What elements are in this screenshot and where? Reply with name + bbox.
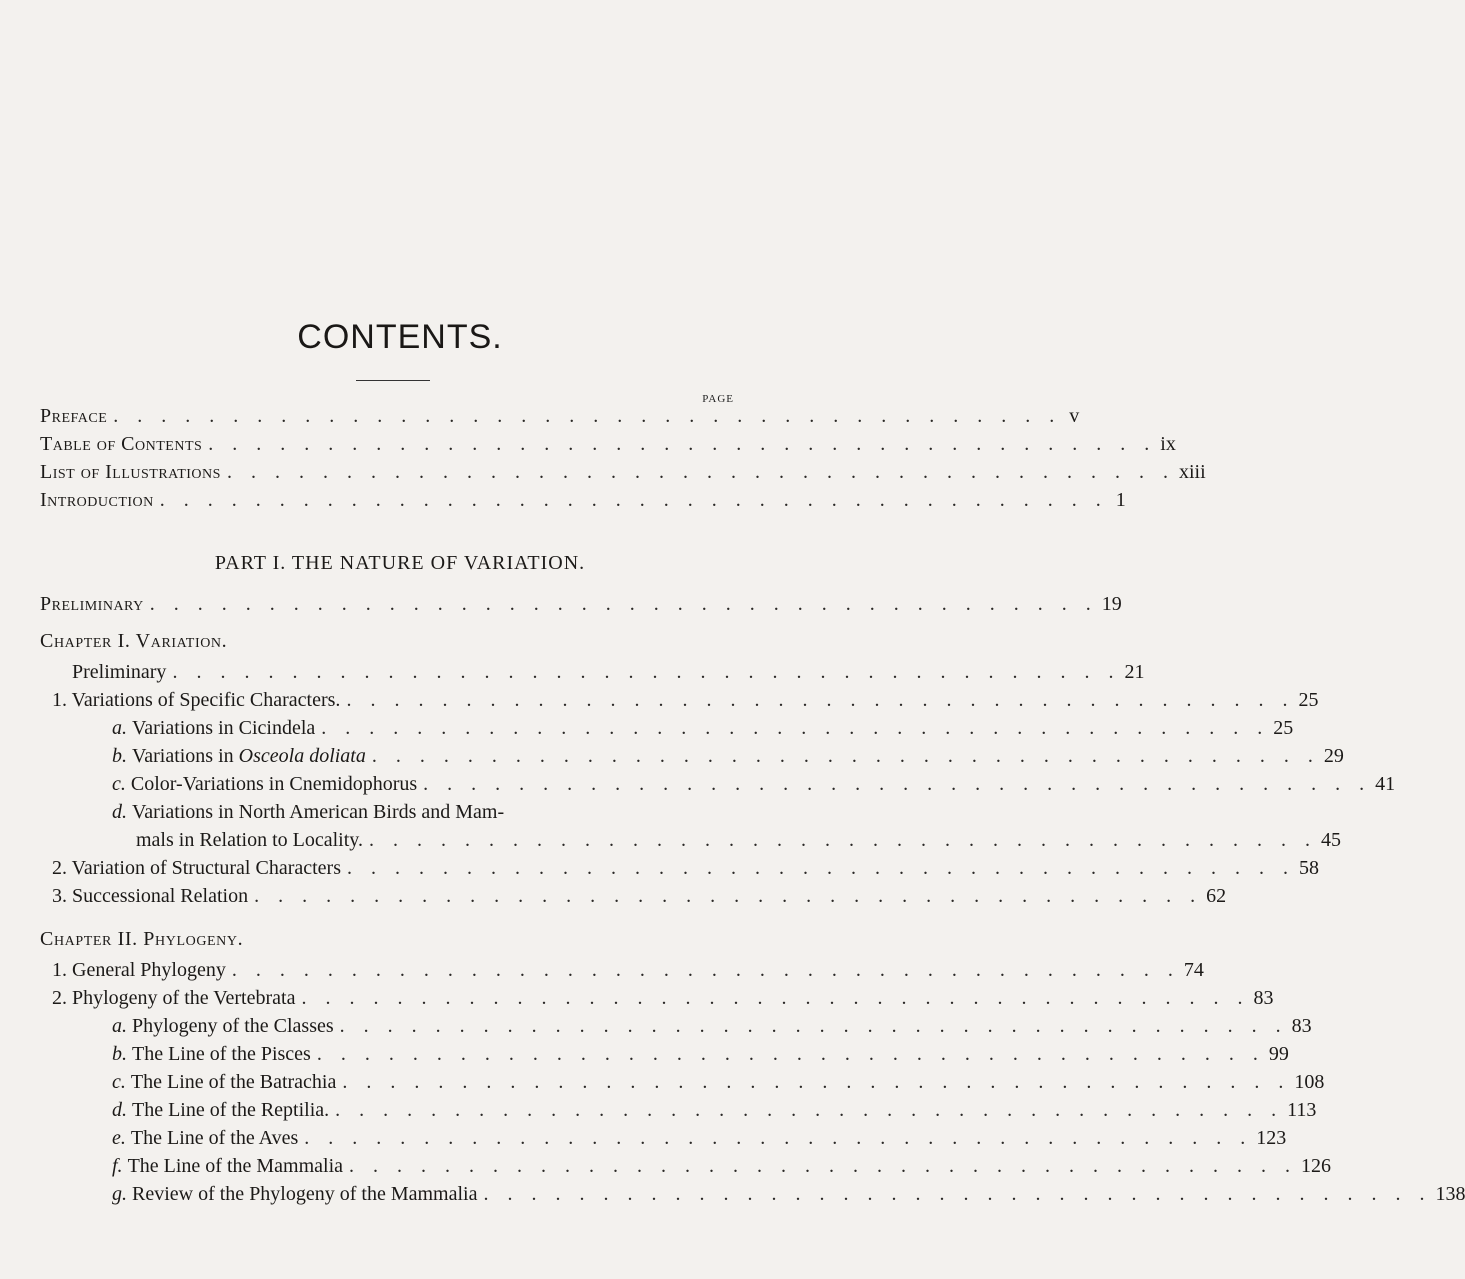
toc-entry-page: 74 bbox=[1183, 959, 1204, 981]
toc-entry-page: 58 bbox=[1298, 857, 1319, 879]
toc-entry-label: The Line of the Mammalia bbox=[127, 1155, 344, 1177]
toc-entry-label-italic: Osceola doliata bbox=[238, 745, 366, 767]
toc-entry-label: Introduction bbox=[40, 489, 154, 511]
toc-entry[interactable] bbox=[72, 658, 1145, 686]
toc-entry-preface[interactable] bbox=[40, 402, 1080, 430]
toc-entry-label-line1: Variations in North American Birds and Mam- bbox=[132, 801, 505, 823]
toc-entry-page: 45 bbox=[1321, 829, 1341, 851]
toc-entry-page: 99 bbox=[1268, 1043, 1289, 1065]
toc-entry-page: 123 bbox=[1256, 1127, 1287, 1149]
toc-entry-page: 113 bbox=[1287, 1099, 1317, 1121]
leader-dots: . . . . . . . . . . . . . . . . . . . . . . . . . . . . . . . . . . . . . . . . bbox=[304, 1127, 1253, 1149]
toc-entry[interactable] bbox=[136, 826, 1341, 854]
toc-entry[interactable] bbox=[112, 1096, 1317, 1124]
entry-marker: a. bbox=[112, 1015, 127, 1037]
toc-entry-label: 1. General Phylogeny bbox=[52, 959, 226, 981]
toc-entry[interactable] bbox=[112, 1152, 1332, 1180]
toc-entry-page: v bbox=[1069, 405, 1080, 427]
toc-entry[interactable] bbox=[112, 742, 1344, 770]
toc-entry-label: Variations in Cicindela bbox=[132, 717, 316, 739]
entry-marker: b. bbox=[112, 1043, 127, 1065]
leader-dots: . . . . . . . . . . . . . . . . . . . . . . . . . . . . . . . . . . . . . . . . bbox=[349, 1155, 1298, 1177]
toc-entry-introduction[interactable] bbox=[40, 486, 1126, 514]
toc-entry-label: The Line of the Batrachia bbox=[130, 1071, 337, 1093]
toc-entry-page: 1 bbox=[1115, 489, 1126, 511]
entry-marker: d. bbox=[112, 801, 127, 823]
entry-marker: b. bbox=[112, 745, 127, 767]
toc-entry-table-of-contents[interactable] bbox=[40, 430, 1176, 458]
toc-entry-label: The Line of the Pisces bbox=[132, 1043, 311, 1065]
toc-entry-label: 1. Variations of Specific Characters. bbox=[52, 689, 341, 711]
toc-entry[interactable] bbox=[112, 1124, 1287, 1152]
toc-entry-page: 25 bbox=[1273, 717, 1294, 739]
toc-entry-page: 25 bbox=[1298, 689, 1319, 711]
toc-entry[interactable] bbox=[112, 1040, 1289, 1068]
leader-dots: . . . . . . . . . . . . . . . . . . . . . . . . . . . . . . . . . . . . . . . . bbox=[346, 689, 1295, 711]
leader-dots: . . . . . . . . . . . . . . . . . . . . . . . . . . . . . . . . . . . . . . . . bbox=[316, 1043, 1265, 1065]
toc-entry-label: 3. Successional Relation bbox=[52, 885, 249, 907]
entry-marker: c. bbox=[112, 773, 126, 795]
toc-entry[interactable] bbox=[52, 854, 1319, 882]
toc-entry-label: mals in Relation to Locality. bbox=[136, 829, 363, 851]
leader-dots: . . . . . . . . . . . . . . . . . . . . . . . . . . . . . . . . . . . . . . . . bbox=[483, 1183, 1432, 1205]
page-title: CONTENTS. bbox=[297, 318, 503, 356]
leader-dots: . . . . . . . . . . . . . . . . . . . . . . . . . . . . . . . . . . . . . . . . bbox=[149, 593, 1098, 615]
leader-dots: . . . . . . . . . . . . . . . . . . . . . . . . . . . . . . . . . . . . . . . . bbox=[346, 857, 1295, 879]
toc-entry-label: Phylogeny of the Classes bbox=[132, 1015, 334, 1037]
toc-entry-page: 83 bbox=[1253, 987, 1274, 1009]
toc-entry-label: 2. Variation of Structural Characters bbox=[52, 857, 341, 879]
toc-entry-page: 19 bbox=[1101, 593, 1122, 615]
page-column-heading: PAGE bbox=[702, 393, 734, 405]
toc-entry-label: The Line of the Aves bbox=[130, 1127, 299, 1149]
entry-marker: c. bbox=[112, 1071, 126, 1093]
entry-marker: a. bbox=[112, 717, 127, 739]
chapter-heading: Chapter II. Phylogeny. bbox=[40, 928, 244, 950]
toc-entry-label: Color-Variations in Cnemidophorus bbox=[130, 773, 418, 795]
toc-entry-label: Preliminary bbox=[40, 593, 144, 615]
toc-entry-page: 126 bbox=[1301, 1155, 1332, 1177]
entry-marker: e. bbox=[112, 1127, 126, 1149]
entry-marker: f. bbox=[112, 1155, 123, 1177]
leader-dots: . . . . . . . . . . . . . . . . . . . . . . . . . . . . . . . . . . . . . . . . bbox=[301, 987, 1250, 1009]
toc-entry-page: ix bbox=[1160, 433, 1176, 455]
leader-dots: . . . . . . . . . . . . . . . . . . . . . . . . . . . . . . . . . . . . . . . . bbox=[321, 717, 1270, 739]
title-rule bbox=[356, 380, 430, 381]
toc-entry-line1[interactable] bbox=[112, 798, 734, 826]
leader-dots: . . . . . . . . . . . . . . . . . . . . . . . . . . . . . . . . . . . . . . . . bbox=[335, 1099, 1284, 1121]
leader-dots: . . . . . . . . . . . . . . . . . . . . . . . . . . . . . . . . . . . . . . . . bbox=[254, 885, 1203, 907]
toc-entry-label: Table of Contents bbox=[40, 433, 203, 455]
toc-entry-page: 138 bbox=[1435, 1183, 1465, 1205]
leader-dots: . . . . . . . . . . . . . . . . . . . . . . . . . . . . . . . . . . . . . . . . bbox=[172, 661, 1121, 683]
toc-entry[interactable] bbox=[52, 686, 1319, 714]
entry-marker: g. bbox=[112, 1183, 127, 1205]
toc-entry-page: 29 bbox=[1323, 745, 1344, 767]
toc-entry[interactable] bbox=[52, 956, 1204, 984]
toc-entry[interactable] bbox=[112, 770, 1396, 798]
toc-entry-page: 83 bbox=[1291, 1015, 1312, 1037]
part-heading: PART I. THE NATURE OF VARIATION. bbox=[214, 552, 586, 574]
toc-entry-page: 41 bbox=[1375, 773, 1396, 795]
leader-dots: . . . . . . . . . . . . . . . . . . . . . . . . . . . . . . . . . . . . . . . . bbox=[159, 489, 1108, 511]
toc-entry[interactable] bbox=[112, 1180, 1465, 1208]
toc-entry-label: Variations in bbox=[132, 745, 239, 767]
leader-dots: . . . . . . . . . . . . . . . . . . . . . . . . . . . . . . . . . . . . . . . . bbox=[226, 461, 1175, 483]
leader-dots: . . . . . . . . . . . . . . . . . . . . . . . . . . . . . . . . . . . . . . . . bbox=[208, 433, 1157, 455]
leader-dots: . . . . . . . . . . . . . . . . . . . . . . . . . . . . . . . . . . . . . . . . bbox=[371, 745, 1320, 767]
toc-entry-list-of-illustrations[interactable] bbox=[40, 458, 1206, 486]
leader-dots: . . . . . . . . . . . . . . . . . . . . . . . . . . . . . . . . . . . . . . . . bbox=[423, 773, 1372, 795]
toc-entry-page: 108 bbox=[1294, 1071, 1325, 1093]
toc-entry-page: xiii bbox=[1178, 461, 1206, 483]
leader-dots: . . . . . . . . . . . . . . . . . . . . . . . . . . . . . . . . . . . . . . . . bbox=[369, 829, 1317, 851]
toc-entry[interactable] bbox=[52, 984, 1274, 1012]
entry-marker: d. bbox=[112, 1099, 127, 1121]
toc-entry[interactable] bbox=[112, 1068, 1325, 1096]
leader-dots: . . . . . . . . . . . . . . . . . . . . . . . . . . . . . . . . . . . . . . . . bbox=[342, 1071, 1291, 1093]
toc-entry[interactable] bbox=[52, 882, 1227, 910]
toc-entry-label: List of Illustrations bbox=[40, 461, 221, 483]
toc-entry-page: 21 bbox=[1124, 661, 1145, 683]
chapter-heading: Chapter I. Variation. bbox=[40, 630, 228, 652]
toc-entry-label: Preliminary bbox=[72, 661, 167, 683]
toc-entry[interactable] bbox=[112, 1012, 1312, 1040]
toc-entry-page: 62 bbox=[1206, 885, 1227, 907]
leader-dots: . . . . . . . . . . . . . . . . . . . . . . . . . . . . . . . . . . . . . . . . bbox=[339, 1015, 1288, 1037]
leader-dots: . . . . . . . . . . . . . . . . . . . . . . . . . . . . . . . . . . . . . . . . bbox=[113, 405, 1062, 427]
toc-entry-label: The Line of the Reptilia. bbox=[132, 1099, 330, 1121]
leader-dots: . . . . . . . . . . . . . . . . . . . . . . . . . . . . . . . . . . . . . . . . bbox=[231, 959, 1180, 981]
toc-entry-label: Review of the Phylogeny of the Mammalia bbox=[132, 1183, 478, 1205]
toc-entry-label: 2. Phylogeny of the Vertebrata bbox=[52, 987, 296, 1009]
toc-entry-label: Preface bbox=[40, 405, 108, 427]
toc-entry[interactable] bbox=[112, 714, 1294, 742]
toc-entry-part-preliminary[interactable] bbox=[40, 590, 1122, 618]
